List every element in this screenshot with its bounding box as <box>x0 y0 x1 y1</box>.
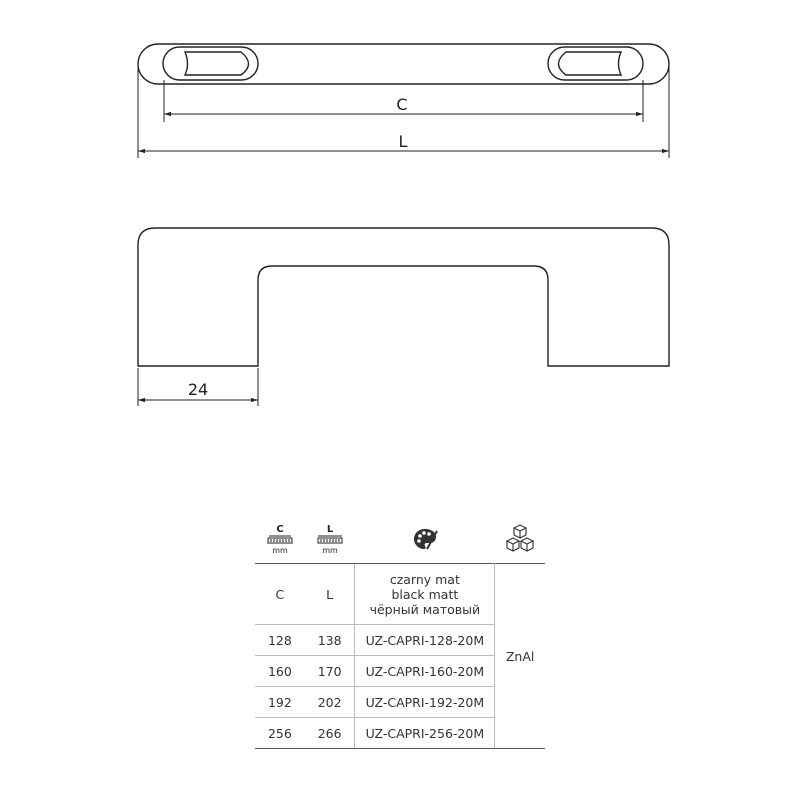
finish-description <box>355 564 495 625</box>
spec-table <box>255 515 545 749</box>
column-description-row <box>255 564 545 625</box>
row-l-value: 202 <box>305 687 355 718</box>
row-c-value: 256 <box>255 718 305 749</box>
svg-text:mm: mm <box>272 546 288 555</box>
handle-side-view <box>138 228 669 366</box>
column-l-label: L <box>305 564 355 625</box>
finish-ru: чёрный матовый <box>369 601 481 617</box>
row-code: UZ-CAPRI-256-20M <box>355 718 495 749</box>
svg-text:C: C <box>276 524 284 535</box>
row-c-value: 128 <box>255 625 305 656</box>
dimension-l-label: L <box>398 132 408 151</box>
product-table <box>255 515 545 749</box>
palette-finish-icon <box>411 525 439 553</box>
svg-text:L: L <box>326 524 334 535</box>
row-code: UZ-CAPRI-160-20M <box>355 656 495 687</box>
row-l-value: 170 <box>305 656 355 687</box>
handle-top-view <box>138 44 669 84</box>
svg-text:mm: mm <box>322 546 338 555</box>
material-value: ZnAl <box>495 564 545 749</box>
column-c-label: C <box>255 564 305 625</box>
dimension-l-mm-icon <box>313 522 347 556</box>
finish-pl: czarny mat <box>389 571 460 587</box>
row-c-value: 160 <box>255 656 305 687</box>
row-l-value: 266 <box>305 718 355 749</box>
finish-en: black matt <box>391 586 459 602</box>
cubes-material-icon <box>503 523 537 555</box>
row-code: UZ-CAPRI-192-20M <box>355 687 495 718</box>
row-code: UZ-CAPRI-128-20M <box>355 625 495 656</box>
row-l-value: 138 <box>305 625 355 656</box>
row-c-value: 192 <box>255 687 305 718</box>
dimension-c-mm-icon <box>263 522 297 556</box>
dimension-c-label: C <box>396 95 408 114</box>
dimension-width-label: 24 <box>187 380 209 399</box>
header-icons-row <box>255 515 545 564</box>
